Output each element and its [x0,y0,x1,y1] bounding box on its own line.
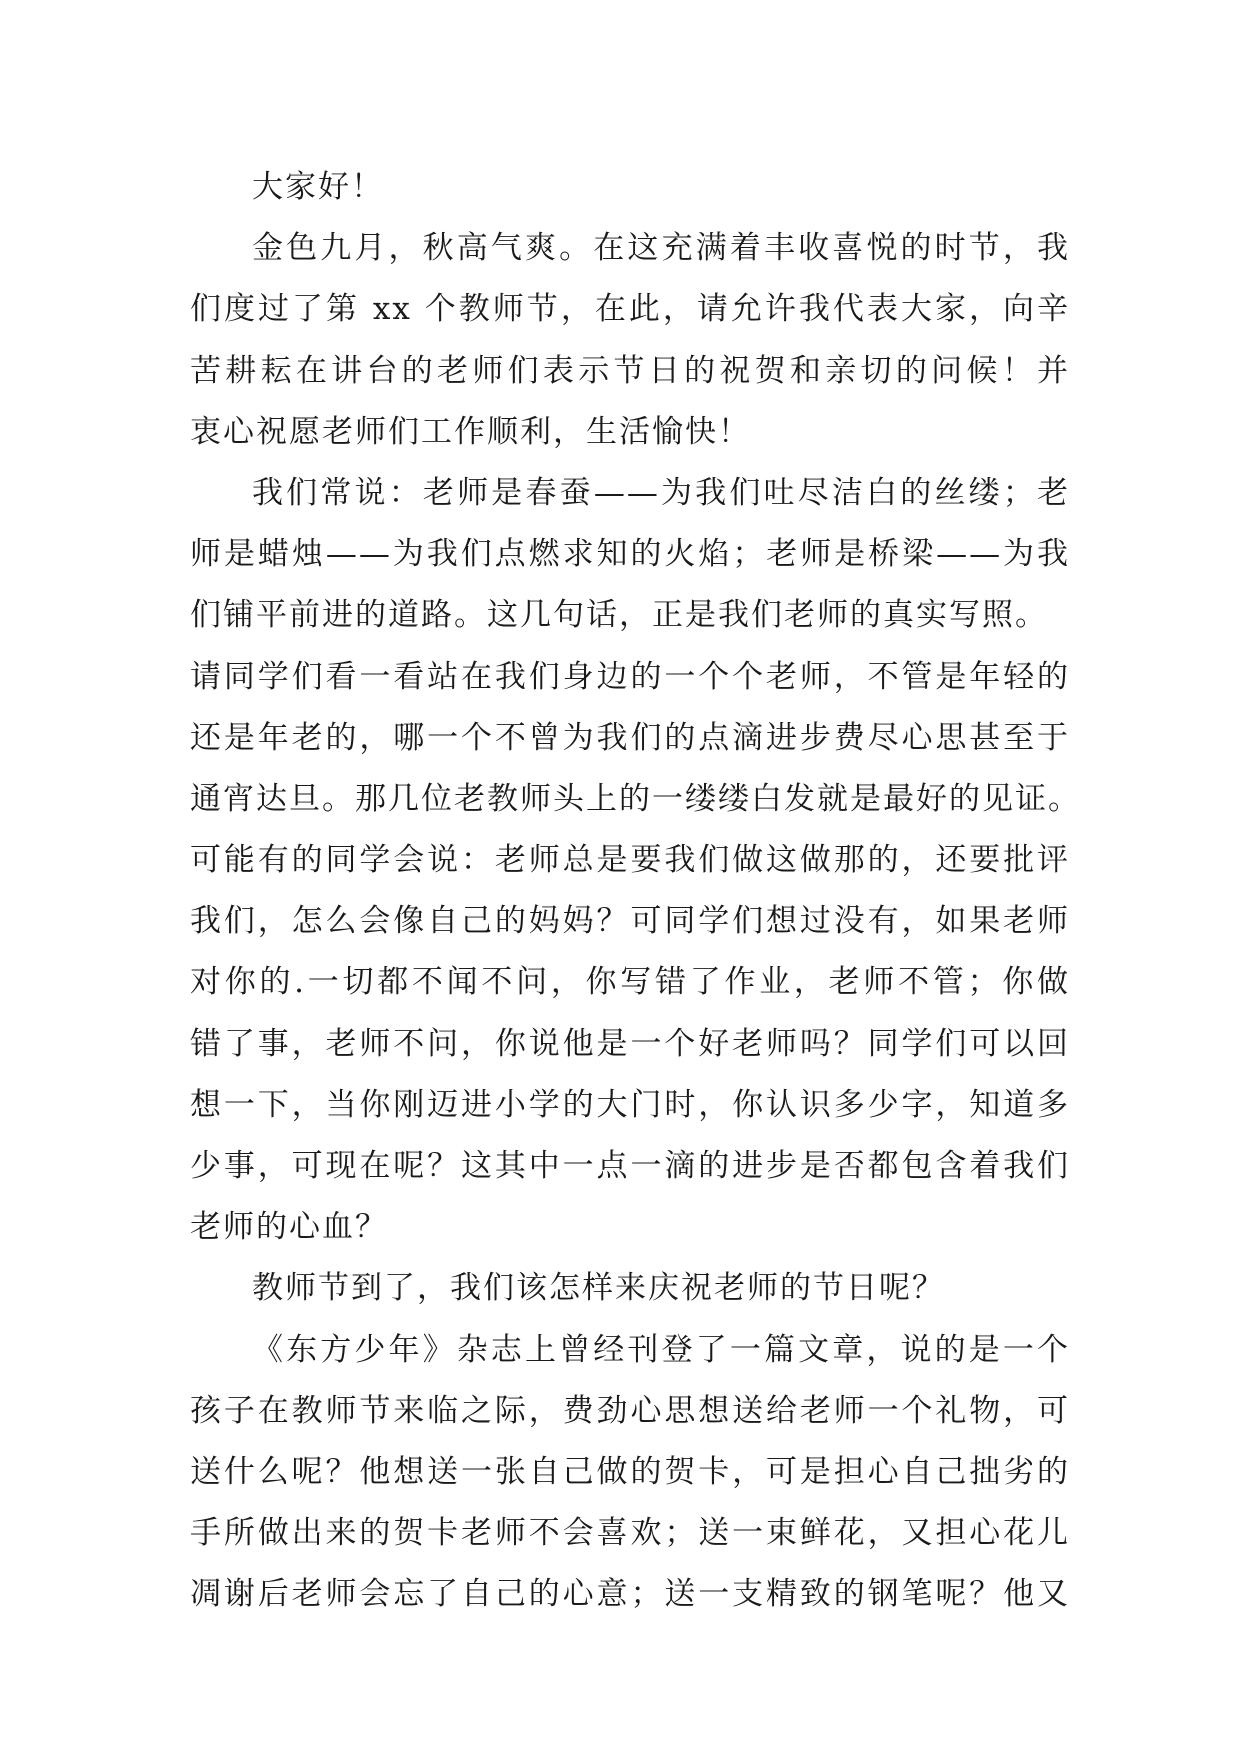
greeting-line: 大家好！ [252,169,384,205]
paragraph-2-line-9: 对你的.一切都不闻不问，你写错了作业，老师不管；你做 [190,964,1070,1001]
paragraph-1-line-4: 衷心祝愿老师们工作顺利，生活愉快！ [190,413,751,450]
paragraph-4-line-4: 手所做出来的贺卡老师不会喜欢；送一束鲜花，又担心花儿 [190,1515,1070,1552]
paragraph-2-line-1: 我们常说：老师是春蚕——为我们吐尽洁白的丝缕；老 [252,474,1070,511]
paragraph-1-line-2: 们度过了第 xx 个教师节，在此，请允许我代表大家，向辛 [190,291,1070,328]
paragraph-2-line-2: 师是蜡烛——为我们点燃求知的火焰；老师是桥梁——为我 [190,536,1070,573]
paragraph-2-line-5: 还是年老的，哪一个不曾为我们的点滴进步费尽心思甚至于 [190,719,1070,756]
paragraph-1-line-3: 苦耕耘在讲台的老师们表示节日的祝贺和亲切的问候！并 [190,352,1070,389]
paragraph-2-line-12: 少事，可现在呢？这其中一点一滴的进步是否都包含着我们 [190,1148,1070,1184]
paragraph-2-line-7: 可能有的同学会说：老师总是要我们做这做那的，还要批评 [190,842,1070,879]
paragraph-4-line-1: 《东方少年》杂志上曾经刊登了一篇文章，说的是一个 [252,1331,1070,1368]
paragraph-3-line-1: 教师节到了，我们该怎样来庆祝老师的节日呢？ [252,1270,945,1307]
paragraph-2-line-8: 我们，怎么会像自己的妈妈？可同学们想过没有，如果老师 [190,903,1070,940]
paragraph-2-line-3: 们铺平前进的道路。这几句话，正是我们老师的真实写照。 [190,597,1048,634]
paragraph-4-line-2: 孩子在教师节来临之际，费劲心思想送给老师一个礼物，可 [190,1392,1070,1429]
paragraph-2-line-10: 错了事，老师不问，你说他是一个好老师吗？同学们可以回 [190,1025,1070,1062]
paragraph-2-line-6: 通宵达旦。那几位老教师头上的一缕缕白发就是最好的见证。 [190,780,1081,817]
paragraph-4-line-5: 凋谢后老师会忘了自己的心意；送一支精致的钢笔呢？他又 [190,1576,1070,1613]
paragraph-2-line-13: 老师的心血？ [190,1209,388,1246]
paragraph-4-line-3: 送什么呢？他想送一张自己做的贺卡，可是担心自己拙劣的 [190,1453,1070,1490]
paragraph-2-line-4: 请同学们看一看站在我们身边的一个个老师，不管是年轻的 [190,658,1070,695]
paragraph-2-line-11: 想一下，当你刚迈进小学的大门时，你认识多少字，知道多 [190,1086,1070,1123]
paragraph-1-line-1: 金色九月，秋高气爽。在这充满着丰收喜悦的时节，我 [252,230,1070,267]
speech-body [190,157,1081,1626]
